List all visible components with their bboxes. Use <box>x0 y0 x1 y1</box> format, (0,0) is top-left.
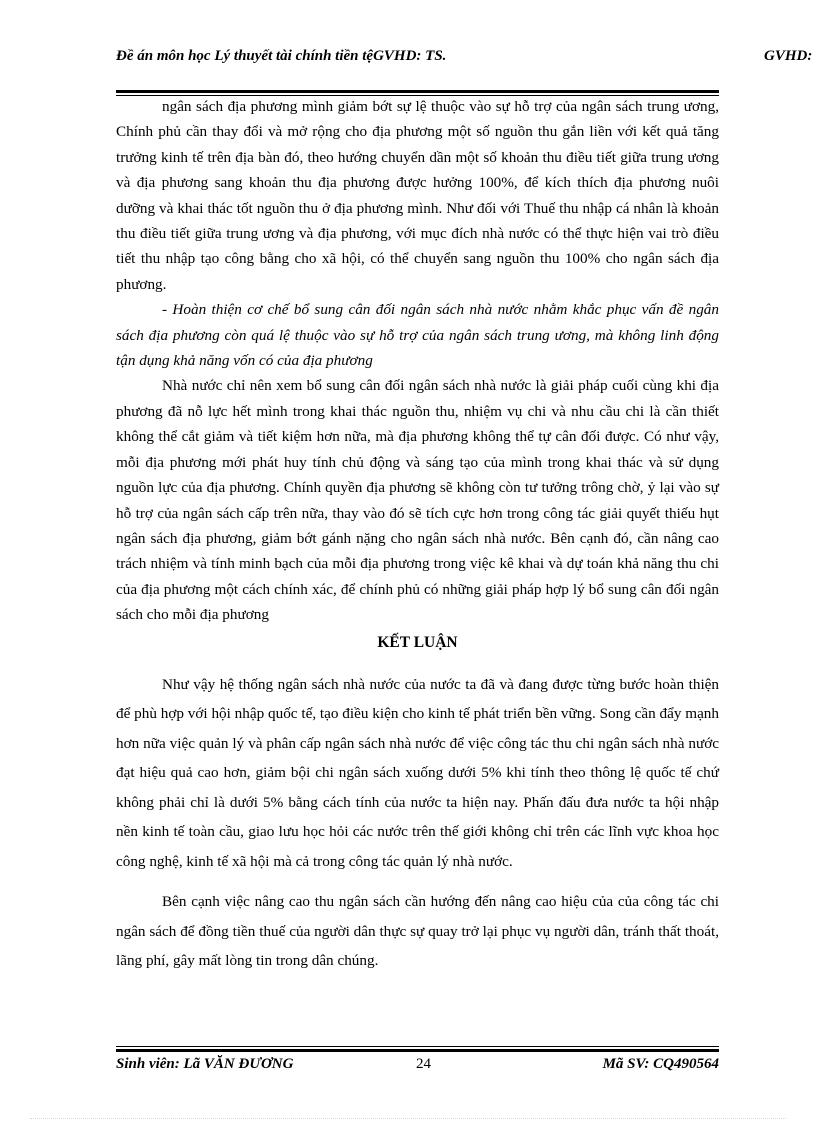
section-heading-conclusion: KẾT LUẬN <box>377 633 458 651</box>
page-edge-divider <box>30 1118 786 1119</box>
footer-rule-thin <box>116 1046 719 1047</box>
paragraph-revenue-sources: ngân sách địa phương mình giảm bớt sự lệ thuộc vào sự hỗ trợ của ngân sách trung ương, Chính phủ cần thay đổi và mở rộng cho địa phương một số nguồn thu gắn liền với kết quả tăng trưởng kinh tế trên địa bàn đó, theo hướng chuyển dần một số khoản thu điều tiết giữa trung ương và địa phương sang khoản thu địa phương được hưởng 100%, để kích thích địa phương nuôi dưỡng và khai thác tốt nguồn thu ở địa phương mình. Như đối với Thuế thu nhập cá nhân là khoản thu điều tiết giữa trung ương và địa phương, với mục đích nhà nước có thể thực hiện vai trò điều tiết thu nhập tạo công bằng cho xã hội, có thể chuyển sang nguồn thu 100% cho ngân sách địa phương. <box>116 98 719 293</box>
page-footer <box>116 1056 719 1078</box>
paragraph-solution-italic: - Hoàn thiện cơ chế bổ sung cân đối ngân sách nhà nước nhằm khắc phục vấn đề ngân sách địa phương còn quá lệ thuộc vào sự hỗ trợ của ngân sách trung ương, mà không linh động tận dụng khả năng vốn có của địa phương <box>116 301 719 370</box>
page-number: 24 <box>416 1056 431 1072</box>
footer-rule-thick <box>116 1049 719 1052</box>
spacer <box>116 658 719 670</box>
document-body <box>116 94 719 976</box>
footer-student-id: Mã SV: CQ490564 <box>602 1056 719 1072</box>
header-right-label: GVHD: <box>764 48 813 64</box>
paragraph-conclusion-2: Bên cạnh việc nâng cao thu ngân sách cần hướng đến nâng cao hiệu của của công tác chi ngân sách để đồng tiền thuế của người dân thực sự quay trở lại phục vụ người dân, tránh thất thoát, lãng phí, gây mất lòng tin trong dân chúng. <box>116 893 719 970</box>
page-header <box>116 48 816 72</box>
header-rule-thick <box>116 90 719 93</box>
header-title: Đề án môn học Lý thuyết tài chính tiền tệGVHD: TS. <box>116 48 447 64</box>
paragraph-conclusion-1: Như vậy hệ thống ngân sách nhà nước của nước ta đã và đang được từng bước hoàn thiện để phù hợp với hội nhập quốc tế, tạo điều kiện cho kinh tế phát triển bền vững. Song cần đẩy mạnh hơn nữa việc quản lý và phân cấp ngân sách nhà nước để việc công tác thu chi ngân sách nhà nước đạt hiệu quả cao hơn, giảm bội chi ngân sách xuống dưới 5% khi tính theo thông lệ quốc tế chứ không phải chỉ là dưới 5% bằng cách tính của nước ta hiện nay. Phấn đấu đưa nước ta hội nhập nền kinh tế toàn cầu, giao lưu học hỏi các nước trên thế giới không chỉ trên các lĩnh vực khoa học công nghệ, kinh tế xã hội mà cả trong công tác quản lý nhà nước. <box>116 675 719 870</box>
spacer <box>116 876 719 887</box>
paragraph-balance-supplement: Nhà nước chỉ nên xem bổ sung cân đối ngân sách nhà nước là giải pháp cuối cùng khi địa phương đã nỗ lực hết mình trong khai thác nguồn thu, nhiệm vụ chi và nhu cầu chi là cần thiết không thể cắt giảm và tiết kiệm hơn nữa, mà địa phương không thể tự cân đối được. Có như vậy, mỗi địa phương mới phát huy tính chủ động và sáng tạo của mình trong khai thác và sử dụng nguồn lực của địa phương. Chính quyền địa phương sẽ không còn tư tưởng trông chờ, ỷ lại vào sự hỗ trợ của ngân sách cấp trên nữa, thay vào đó sẽ tích cực hơn trong công tác giải quyết thiếu hụt ngân sách địa phương, giảm bớt gánh nặng cho ngân sách nhà nước. Bên cạnh đó, cần nâng cao trách nhiệm và tính minh bạch của mỗi địa phương trong việc kê khai và dự toán khả năng thu chi của địa phương một cách chính xác, để chính phủ có những giải pháp hợp lý bổ sung cân đối ngân sách cho mỗi địa phương <box>116 377 719 624</box>
footer-student-name: Sinh viên: Lã VĂN ĐƯƠNG <box>116 1056 294 1072</box>
